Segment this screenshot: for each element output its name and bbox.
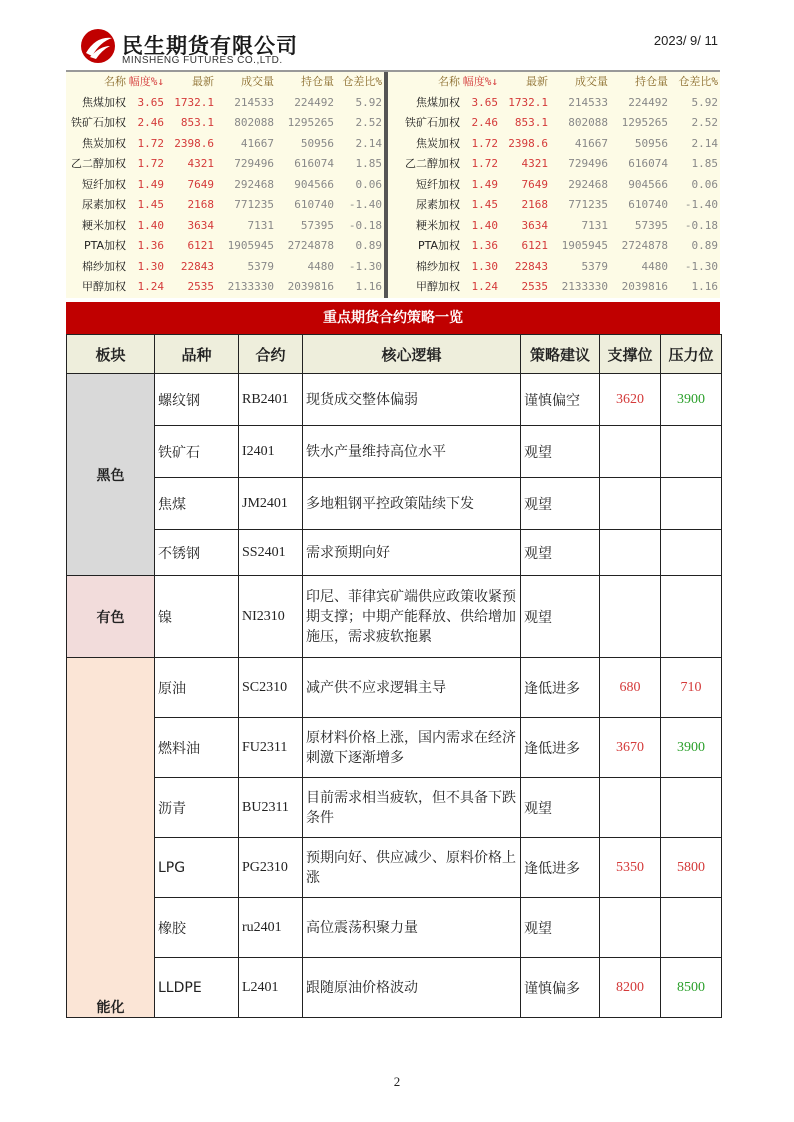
quote-row [66,113,384,134]
quote-row [388,216,720,237]
quote-row [66,277,384,298]
sector-energy: 能化 [67,658,155,1018]
quote-cell: 50956 [634,136,668,150]
col-header-product: 品种 [155,335,239,374]
quote-cell: 214533 [234,95,274,109]
quote-row [388,93,720,114]
quote-cell: 1.72 [137,136,164,150]
advice-cell: 谨慎偏多 [521,958,600,1018]
quote-cell: 802088 [568,116,608,129]
quote-cell: 2039816 [621,280,668,293]
quote-cell: 7131 [581,218,608,232]
quote-col-header: 仓差比% [342,75,382,88]
sector-black: 黑色 [67,374,155,576]
quote-cell: 乙二醇加权 [405,157,460,170]
contract-cell: ru2401 [239,898,303,958]
quote-cell: 焦煤加权 [416,95,460,109]
quote-cell: 1905945 [227,239,274,252]
quote-row [66,216,384,237]
quote-col-header: 仓差比% [678,75,718,88]
resistance-cell: 8500 [661,958,722,1018]
quote-cell: 214533 [568,95,608,109]
quote-cell: 1.40 [137,218,164,232]
product-cell: 燃料油 [155,718,239,778]
quote-col-header: 名称 [104,75,126,88]
logic-cell: 高位震荡积聚力量 [303,898,521,958]
table-header-row [67,335,722,374]
product-cell: 橡胶 [155,898,239,958]
page-number: 2 [393,1074,401,1089]
support-cell: 3620 [600,374,661,426]
quote-cell: 7131 [247,218,274,232]
logic-cell: 目前需求相当疲软，但不具备下跌条件 [303,778,521,838]
brand-name-en: MINSHENG FUTURES CO.,LTD. [122,55,283,66]
quote-cell: 729496 [234,157,274,170]
quote-header-row [388,72,720,93]
quote-cell: 3.65 [471,95,498,109]
quote-cell: 292468 [234,177,274,191]
product-cell: 螺纹钢 [155,374,239,426]
logic-cell: 跟随原油价格波动 [303,958,521,1018]
contract-cell: SS2401 [239,530,303,576]
quote-cell: -1.30 [684,259,718,273]
quote-cell: 4321 [521,157,548,170]
quote-cell: -0.18 [348,218,382,232]
quote-cell: 22843 [180,259,214,273]
quote-cell: -1.30 [348,259,382,273]
contract-cell: PG2310 [239,838,303,898]
quote-col-header: 持仓量 [635,75,668,88]
quote-cell: 729496 [568,157,608,170]
table-row [67,530,722,576]
product-cell: 沥青 [155,778,239,838]
quote-row [388,113,720,134]
quote-cell: 短纤加权 [82,177,126,191]
quote-cell: 224492 [294,95,334,109]
advice-cell: 逢低进多 [521,658,600,718]
col-header-logic: 核心逻辑 [303,335,521,374]
quote-col-header: 幅度%↓ [128,75,164,88]
quote-cell: 2168 [521,198,548,211]
quote-cell: 1.45 [137,198,164,211]
quote-cell: 乙二醇加权 [71,157,126,170]
resistance-cell [661,898,722,958]
quote-cell: 2133330 [561,280,608,293]
product-cell: LPG [155,838,239,898]
brand-name-cn: 民生期货有限公司 [122,34,298,58]
resistance-cell [661,530,722,576]
contract-cell: JM2401 [239,478,303,530]
support-cell [600,426,661,478]
quote-cell: 1295265 [621,116,668,129]
col-header-resistance: 压力位 [661,335,722,374]
resistance-cell [661,778,722,838]
quote-cell: 2.52 [691,116,718,129]
logic-cell: 预期向好、供应减少、原料价格上涨 [303,838,521,898]
table-row [67,478,722,530]
support-cell [600,576,661,658]
quote-cell: 4480 [307,259,334,273]
advice-cell: 观望 [521,478,600,530]
contract-cell: BU2311 [239,778,303,838]
quote-cell: 771235 [568,198,608,211]
contract-cell: FU2311 [239,718,303,778]
quote-cell: 甲醇加权 [416,280,460,293]
quote-cell: 4480 [641,259,668,273]
table-row [67,718,722,778]
resistance-cell [661,576,722,658]
quote-cell: 短纤加权 [416,177,460,191]
quote-col-header: 成交量 [575,75,608,88]
quote-cell: 3634 [187,218,214,232]
quote-cell: 1.24 [471,280,498,293]
quote-col-header: 名称 [438,75,460,88]
quote-col-header: 最新 [526,75,548,88]
quote-cell: 1.30 [137,259,164,273]
quote-row [388,134,720,155]
report-date: 2023/ 9/ 11 [653,33,718,48]
advice-cell: 观望 [521,898,600,958]
quote-cell: 3634 [521,218,548,232]
quote-cell: 853.1 [180,116,214,129]
support-cell: 8200 [600,958,661,1018]
quote-cell: 1.40 [471,218,498,232]
quote-row [388,277,720,298]
table-row [67,838,722,898]
quote-cell: 1295265 [287,116,334,129]
quote-cell: 2.14 [355,136,382,150]
quote-cell: 0.06 [355,177,382,191]
support-cell [600,530,661,576]
quote-col-header: 最新 [192,75,214,88]
quote-col-header: 持仓量 [301,75,334,88]
quote-cell: 0.89 [355,239,382,252]
quote-row [388,175,720,196]
quote-cell: 粳米加权 [82,218,126,232]
contract-cell: SC2310 [239,658,303,718]
quote-cell: 2535 [521,280,548,293]
strategy-table [66,334,722,1018]
table-row [67,426,722,478]
quote-cell: 1732.1 [508,95,548,109]
quote-cell: 2398.6 [174,136,214,150]
quote-cell: 57395 [634,218,668,232]
quote-cell: 焦炭加权 [416,136,460,150]
quote-cell: -0.18 [684,218,718,232]
quote-cell: 1.16 [691,280,718,293]
quote-row [66,195,384,216]
quote-row [66,154,384,175]
quote-cell: 粳米加权 [416,218,460,232]
quote-cell: 1.72 [471,157,498,170]
quote-cell: 3.65 [137,95,164,109]
quote-col-header: 成交量 [241,75,274,88]
quote-cell: 2133330 [227,280,274,293]
quote-cell: 焦煤加权 [82,95,126,109]
quote-cell: 2535 [187,280,214,293]
resistance-cell: 3900 [661,374,722,426]
quote-cell: 904566 [628,177,668,191]
product-cell: 焦煤 [155,478,239,530]
quote-cell: 1732.1 [174,95,214,109]
support-cell: 3670 [600,718,661,778]
quote-cell: 2.46 [471,116,498,129]
product-cell: 铁矿石 [155,426,239,478]
logic-cell: 印尼、菲律宾矿端供应政策收紧预期支撑；中期产能释放、供给增加施压，需求疲软拖累 [303,576,521,658]
product-cell: 镍 [155,576,239,658]
contract-cell: NI2310 [239,576,303,658]
quote-cell: 2.14 [691,136,718,150]
quote-cell: 焦炭加权 [82,136,126,150]
advice-cell: 观望 [521,576,600,658]
quote-cell: -1.40 [348,198,382,211]
quote-cell: 50956 [300,136,334,150]
quote-cell: 6121 [187,239,214,252]
quote-cell: 5379 [247,259,274,273]
quote-cell: 棉纱加权 [82,259,126,273]
quote-cell: 5379 [581,259,608,273]
resistance-cell: 3900 [661,718,722,778]
resistance-cell: 5800 [661,838,722,898]
quote-cell: 2039816 [287,280,334,293]
resistance-cell: 710 [661,658,722,718]
logic-cell: 现货成交整体偏弱 [303,374,521,426]
quote-cell: 1.49 [137,177,164,191]
quote-cell: 5.92 [691,95,718,109]
quote-cell: 甲醇加权 [82,280,126,293]
quote-cell: 904566 [294,177,334,191]
quote-cell: 1.85 [691,157,718,170]
col-header-support: 支撑位 [600,335,661,374]
quote-cell: 4321 [187,157,214,170]
quote-cell: 2.46 [137,116,164,129]
quote-cell: 802088 [234,116,274,129]
sector-nonferrous: 有色 [67,576,155,658]
logic-cell: 多地粗钢平控政策陆续下发 [303,478,521,530]
quote-cell: 铁矿石加权 [405,116,460,129]
product-cell: 不锈钢 [155,530,239,576]
table-row [67,658,722,718]
quote-cell: 0.89 [691,239,718,252]
col-header-contract: 合约 [239,335,303,374]
quote-cell: 2724878 [287,239,334,252]
quote-cell: 1.24 [137,280,164,293]
contract-cell: RB2401 [239,374,303,426]
advice-cell: 逢低进多 [521,838,600,898]
advice-cell: 谨慎偏空 [521,374,600,426]
product-cell: LLDPE [155,958,239,1018]
quote-cell: 22843 [514,259,548,273]
quote-cell: 1905945 [561,239,608,252]
quote-cell: 57395 [300,218,334,232]
resistance-cell [661,478,722,530]
advice-cell: 观望 [521,778,600,838]
logic-cell: 原材料价格上涨，国内需求在经济刺激下逐渐增多 [303,718,521,778]
quote-cell: 610740 [628,198,668,211]
col-header-advice: 策略建议 [521,335,600,374]
advice-cell: 观望 [521,530,600,576]
quote-cell: 0.06 [691,177,718,191]
table-row [67,898,722,958]
quote-row [66,236,384,257]
quote-row [66,93,384,114]
quote-panel-left [66,72,384,298]
quote-cell: 尿素加权 [82,198,126,211]
quote-row [388,236,720,257]
product-cell: 原油 [155,658,239,718]
quote-cell: 6121 [521,239,548,252]
quote-cell: 224492 [628,95,668,109]
quote-cell: 2724878 [621,239,668,252]
support-cell: 680 [600,658,661,718]
quote-cell: 616074 [628,157,668,170]
contract-cell: L2401 [239,958,303,1018]
quote-cell: 853.1 [514,116,548,129]
quote-cell: 610740 [294,198,334,211]
advice-cell: 观望 [521,426,600,478]
quote-cell: 2398.6 [508,136,548,150]
logic-cell: 铁水产量维持高位水平 [303,426,521,478]
quote-cell: -1.40 [684,198,718,211]
support-cell [600,478,661,530]
table-row [67,778,722,838]
quote-cell: 铁矿石加权 [71,116,126,129]
table-row [67,576,722,658]
quote-cell: 292468 [568,177,608,191]
quote-cell: 1.49 [471,177,498,191]
logic-cell: 减产供不应求逻辑主导 [303,658,521,718]
quote-cell: 1.45 [471,198,498,211]
support-cell [600,778,661,838]
quote-cell: 1.30 [471,259,498,273]
contract-cell: I2401 [239,426,303,478]
col-header-sector: 板块 [67,335,155,374]
quote-header-row [66,72,384,93]
quote-cell: 2.52 [355,116,382,129]
page-header [0,0,794,72]
quote-cell: 2168 [187,198,214,211]
quote-row [388,154,720,175]
table-row [67,374,722,426]
advice-cell: 逢低进多 [521,718,600,778]
support-cell: 5350 [600,838,661,898]
quote-row [66,257,384,278]
quote-cell: 41667 [574,136,608,150]
quote-panel-right [388,72,720,298]
quote-cell: 1.85 [355,157,382,170]
quote-row [388,257,720,278]
quote-cell: PTA加权 [83,239,126,252]
quote-row [66,175,384,196]
quote-cell: 1.72 [137,157,164,170]
quote-cell: 7649 [521,177,548,191]
quote-cell: 771235 [234,198,274,211]
quote-col-header: 幅度%↓ [462,75,498,88]
quote-row [388,195,720,216]
quote-cell: 1.72 [471,136,498,150]
resistance-cell [661,426,722,478]
quote-cell: 41667 [240,136,274,150]
logic-cell: 需求预期向好 [303,530,521,576]
strategy-table-title: 重点期货合约策略一览 [66,302,720,334]
quote-cell: 1.36 [137,239,164,252]
quote-cell: 5.92 [355,95,382,109]
quote-cell: PTA加权 [417,239,460,252]
quote-row [66,134,384,155]
quote-cell: 7649 [187,177,214,191]
quote-cell: 棉纱加权 [416,259,460,273]
support-cell [600,898,661,958]
quote-cell: 1.16 [355,280,382,293]
quote-cell: 1.36 [471,239,498,252]
minsheng-logo-icon [78,26,118,66]
quote-cell: 尿素加权 [416,198,460,211]
quote-cell: 616074 [294,157,334,170]
table-row [67,958,722,1018]
